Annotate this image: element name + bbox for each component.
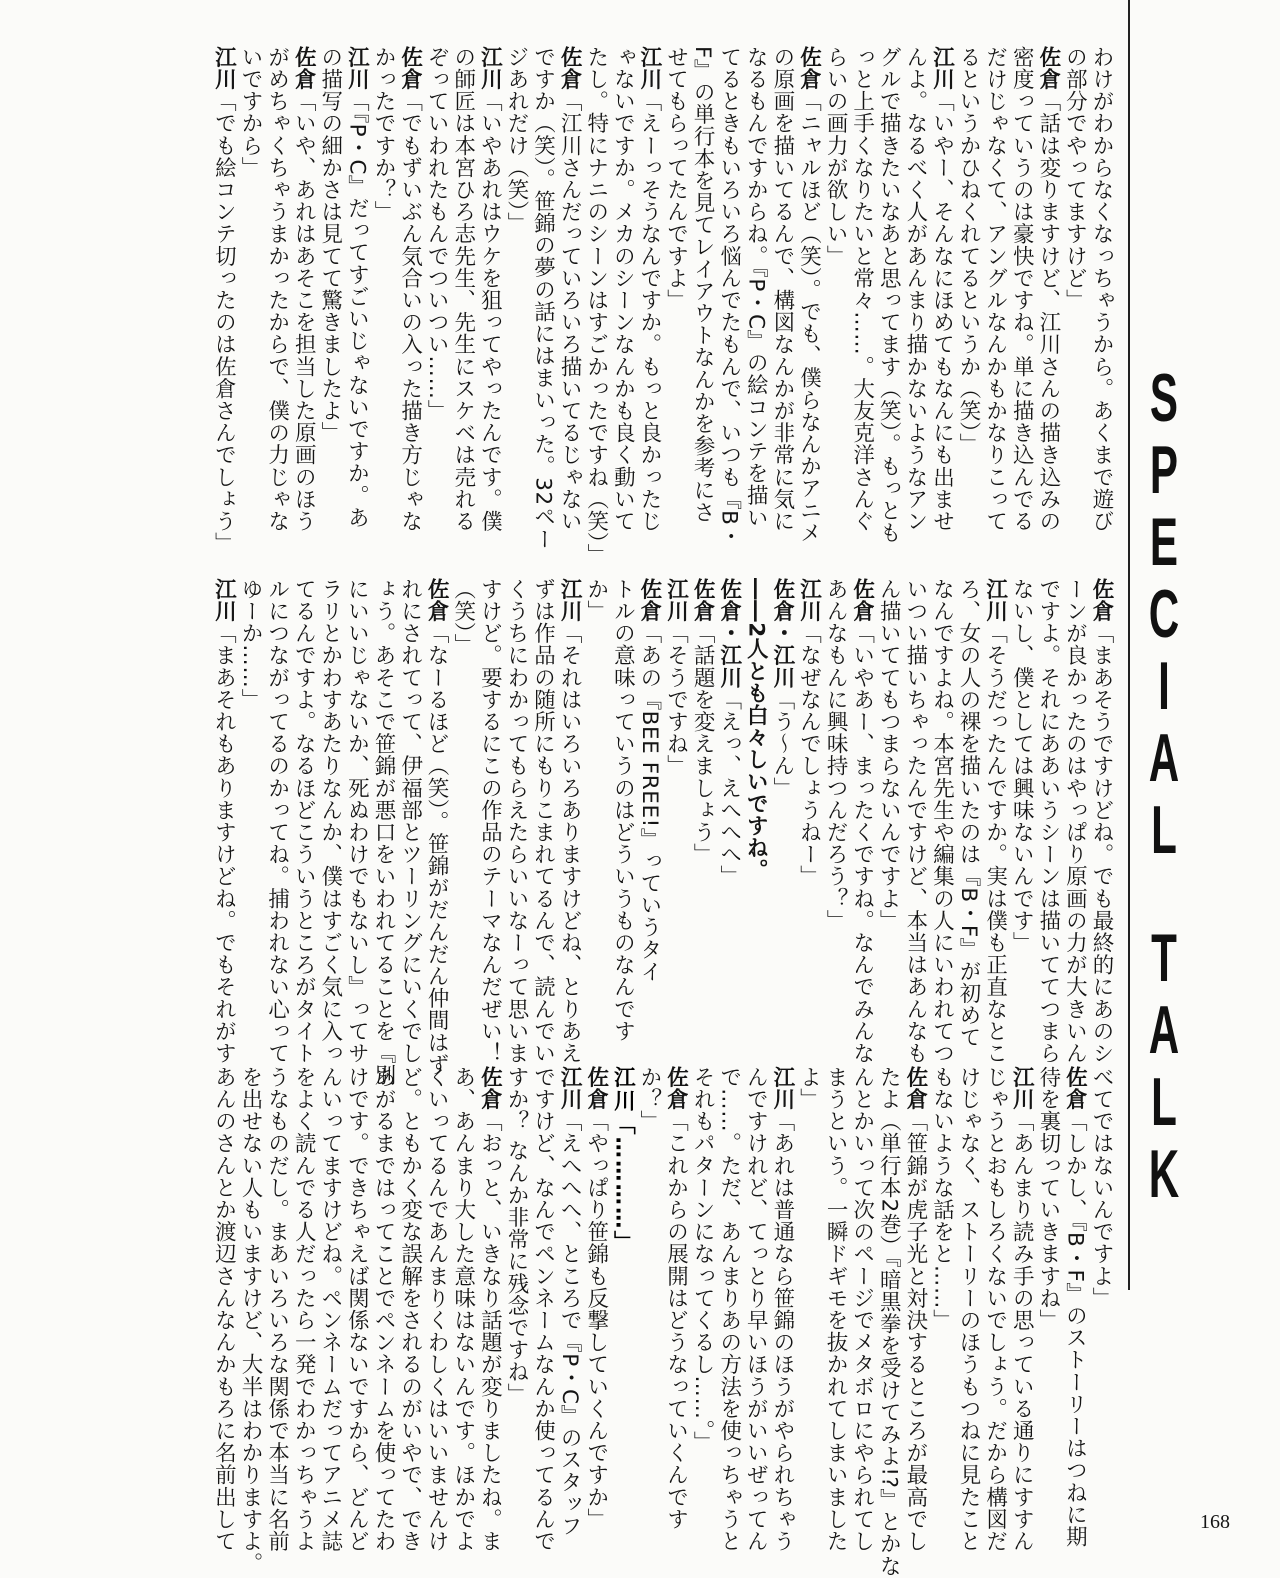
text-column: たし。特にナニのシーンはすごかったですね（笑）」 [583, 46, 609, 566]
page-number: 168 [1200, 1511, 1230, 1533]
text-column: もないような話をと……」 [929, 1066, 955, 1332]
text-column: 佐倉「笹錦が虎子光と対決するところが最高でし [902, 1066, 928, 1553]
text-column: かったですか？」 [370, 46, 396, 223]
text-column: 江川「まあそれもありますけどね。でもそれがす [211, 578, 237, 1065]
text-column: か」 [583, 578, 609, 623]
speaker-name: 佐倉 [397, 46, 423, 91]
text-column: （笑）」 [450, 578, 476, 656]
text-column: まうという。一瞬ドギモを抜かれてしまいました [823, 1066, 849, 1553]
text-column: 佐倉・江川「えっ、えへへへ」 [716, 578, 742, 888]
speaker-name: ――2人とも白々しいですね。 [743, 578, 769, 881]
text-column: だけじゃなくて、アングルなんかもかなりこって [982, 46, 1008, 533]
vertical-divider [1128, 0, 1130, 1290]
text-column: 江川「なぜなんでしょうねー」 [796, 578, 822, 888]
text-column: 佐倉「話題を変えましょう」 [690, 578, 716, 866]
text-column [742, 578, 769, 1058]
text-column: ろ、女の人の裸を描いたのは『B・F』が初めて [956, 578, 982, 1049]
speaker-name: 佐倉 [636, 578, 662, 623]
text-column: F』の単行本を見てレイアウトなんかを参考にさ [690, 46, 716, 524]
text-column: 佐倉「でもずいぶん気合いの入った描き方じゃな [397, 46, 423, 533]
text-column: んですけれど、てっとり早いほうがいいぜってん [743, 1066, 769, 1553]
text-column: けです。できちゃえば関係ないですから、どんど [344, 1066, 370, 1553]
text-block-middle [14, 578, 1114, 1087]
text-column: ずは作品の随所にもりこまれてるんで、読んでい [530, 578, 556, 1065]
text-column: トルの意味っていうのはどういうものなんです [610, 578, 636, 1043]
text-column: べてではないんですよ」 [1089, 1066, 1114, 1310]
text-column: いですから」 [238, 46, 263, 179]
text-column: ょう。あそこで笹錦が悪口をいわれてることを『別 [370, 578, 396, 1087]
speaker-name: 佐倉 [1035, 46, 1061, 91]
speaker-name: 佐倉 [557, 46, 583, 91]
text-column: グルで描きたいなあと思ってます（笑）。もっとも [876, 46, 902, 544]
text-column: けじゃなく、ストーリーのほうもつねに見たこと [956, 1066, 982, 1553]
speaker-name: 佐倉・江川 [769, 578, 795, 689]
text-column: すけど。要するにこの作品のテーマなんだぜい！ [477, 578, 503, 1065]
speaker-name: 江川 [769, 1066, 795, 1111]
speaker-name: 江川 [477, 46, 503, 91]
text-column: あ、あんまり大した意味はないんです。ほかでよ [450, 1066, 476, 1553]
speaker-name: 江川 [211, 46, 237, 91]
speaker-name: 佐倉 [477, 1066, 503, 1111]
text-column: ぞっていわれたもんでついつい……」 [424, 46, 450, 422]
text-column: をよく読んでる人だったら一発でわかっちゃうよ [291, 1066, 317, 1553]
text-column: の描写の細かさは見てて驚きましたよ」 [317, 46, 343, 444]
text-column: 江川「それはいろいろありますけどね、とりあえ [557, 578, 583, 1065]
text-column: がめちゃくちゃうまかったからで、僕の力じゃな [264, 46, 290, 533]
speaker-name: 佐倉 [291, 46, 317, 91]
text-block-bottom [14, 1066, 1114, 1577]
text-column: 江川「あんまり読み手の思っている通りにすすん [1009, 1066, 1035, 1553]
text-column: たよ（単行本2巻）『暗黒拳を受けてみよ!?』とかな [876, 1066, 902, 1577]
text-column: ゆーか……」 [238, 578, 263, 711]
text-column: ですか（笑）。笹錦の夢の話にはまいった。32ペー [530, 46, 556, 551]
speaker-name: 江川 [557, 1066, 583, 1111]
text-column: うなものだし。まあいろいろな関係で本当に名前 [264, 1066, 290, 1553]
text-column: 佐倉「おっと、いきなり話題が変りましたね。ま [477, 1066, 503, 1553]
text-column: いつい描いちゃったんですけど、本当はあんなも [902, 578, 928, 1065]
speaker-name: 佐倉 [849, 578, 875, 623]
text-column: てるときもいろいろ悩んでたもんで、いつも『B・ [716, 46, 742, 548]
text-column: 佐倉「ニャルほど（笑）。でも、僕らなんかアニメ [796, 46, 822, 544]
text-column: くいってるんであんまりくわしくはいいませんけ [424, 1066, 450, 1553]
speaker-name: 佐倉・江川 [716, 578, 742, 689]
text-column: っと上手くなりたいと常々……。大友克洋さんぐ [849, 46, 875, 533]
text-column: 佐倉「いや、あれはあそこを担当した原画のほう [291, 46, 317, 533]
text-column: を出せない人もいますけど、大半はわかりますよ。 [238, 1066, 263, 1575]
speaker-name: 江川 [557, 578, 583, 623]
text-column: ーンが良かったのはやっぱり原画の力が大きいん [1062, 578, 1088, 1065]
text-column: あんのさんとか渡辺さんなんかもろに名前出して [211, 1066, 237, 1553]
text-column: ジあれだけ（笑）」 [503, 46, 529, 235]
text-column: 佐倉「いやあー、まったくですね。なんでみんな [849, 578, 875, 1065]
text-column: か？」 [636, 1066, 662, 1133]
text-column: 佐倉「これからの展開はどうなっていくんです [663, 1066, 689, 1531]
speaker-name: 江川 [211, 578, 237, 623]
speaker-name: 佐倉 [796, 46, 822, 91]
text-column: じゃうとおもしろくないでしょう。だから構図だ [982, 1066, 1008, 1553]
speaker-name: 佐倉 [663, 1066, 689, 1111]
text-column: ど。ともかく変な誤解をされるのがいやで、でき [397, 1066, 423, 1553]
text-column: 江川「あれは普通なら笹錦のほうがやられちゃう [769, 1066, 795, 1553]
text-column: よ」 [796, 1066, 822, 1111]
text-column: で……。ただ、あんまりあの方法を使っちゃうと [716, 1066, 742, 1553]
text-column: 佐倉「やっぱり笹錦も反撃していくんですか」 [583, 1066, 609, 1531]
text-column: 待を裏切っていきますね」 [1035, 1066, 1061, 1332]
text-column: 江川「えへへへ、ところで『P・C』のスタッフ [557, 1066, 583, 1538]
speaker-name: 佐倉 [690, 578, 716, 623]
text-column: 江川「そうですね」 [663, 578, 689, 777]
speaker-name: 江川 [663, 578, 689, 623]
text-column: ゃないですか。メカのシーンなんかも良く動いて [610, 46, 636, 533]
text-column: それもパターンになってくるし……。」 [690, 1066, 716, 1454]
speaker-name: 江川 [982, 578, 1008, 623]
speaker-name: 佐倉 [583, 1066, 609, 1111]
speaker-name: 江川 [929, 46, 955, 91]
text-column: ん描いててもつまらないんですよ」 [876, 578, 902, 932]
text-column: てるんですよ。なるほどこういうところがタイト [291, 578, 317, 1065]
speaker-name: 江川 [796, 578, 822, 623]
text-column: 江川「いやー、そんなにほめてもなんにも出ませ [929, 46, 955, 533]
text-column: すか？ なんか非常に残念ですね」 [503, 1066, 529, 1405]
text-column: れにされてって、伊福部とツーリングにいくでし [397, 578, 423, 1065]
text-column: 密度っていうのは豪快ですね。単に描き込んでる [1009, 46, 1035, 533]
text-column: らいの画力が欲しい」 [823, 46, 849, 267]
text-column: 佐倉「なーるほど（笑）。笹錦がだんだん仲間はず [424, 578, 450, 1076]
text-column: 佐倉「しかし、『B・F』のストーリーはつねに期 [1062, 1066, 1088, 1548]
text-column: 佐倉「まあそうですけどね。でも最終的にあのシ [1089, 578, 1114, 1065]
text-column: ですけど、なんでペンネームなんか使ってるんで [530, 1066, 556, 1553]
text-column: にいいじゃないか、死ぬわけでもないし』ってサ [344, 578, 370, 1065]
text-column: んよ。なるべく人があんまり描かないようなアン [902, 46, 928, 533]
text-column: 佐倉・江川「う～ん」 [769, 578, 795, 799]
text-block-top [14, 46, 1114, 566]
text-column: 佐倉「あの『BEE FREE!』っていうタイ [636, 578, 662, 983]
speaker-name: 江川 [636, 46, 662, 91]
text-column: ですよ。それにああいうシーンは描いててつまら [1035, 578, 1061, 1065]
text-column: の原画を描いてるんで、構図なんかが非常に気に [769, 46, 795, 533]
text-column: あんなもんに興味持つんだろう？」 [823, 578, 849, 932]
text-column: 江川「そうだったんですか。実は僕も正直なとこ [982, 578, 1008, 1065]
text-column: ルにつながってるのかってね。捕われない心って [264, 578, 290, 1065]
section-title: S P E C I A L T A L K [1148, 360, 1180, 1212]
text-column: なるもんですからね。『P・C』の絵コンテを描い [743, 46, 769, 529]
text-column: ラリとかわすあたりなんか、僕はすごく気に入っ [317, 578, 343, 1065]
text-column: んいってますけどね。ペンネームだってアニメ誌 [317, 1066, 343, 1553]
text-column: 江川「いやあれはウケを狙ってやったんです。僕 [477, 46, 503, 533]
text-column: の師匠は本宮ひろ志先生、先生にスケベは売れる [450, 46, 476, 533]
text-column: くうちにわかってもらえたらいいなーって思いま [503, 578, 529, 1065]
text-column: 江川「えーっそうなんですか。もっと良かったじ [636, 46, 662, 533]
text-column: 江川「でも絵コンテ切ったのは佐倉さんでしょう」 [211, 46, 237, 555]
speaker-name: 佐倉 [1089, 578, 1114, 623]
speaker-name: 佐倉 [424, 578, 450, 623]
speaker-name: 佐倉 [902, 1066, 928, 1111]
text-column: せてもらってたんですよ」 [663, 46, 689, 312]
text-column: あがるまではってことでペンネームを使ってたわ [370, 1066, 396, 1553]
text-column: 江川「『P・C』だってすごいじゃないですか。あ [344, 46, 370, 529]
text-column: るというかひねくれてるというか（笑）」 [956, 46, 982, 456]
speaker-name: 佐倉 [1062, 1066, 1088, 1111]
text-column: 江川「…………」 [610, 1066, 636, 1254]
text-column: ないし、僕としては興味ないんです」 [1009, 578, 1035, 954]
text-column: なんですよね。本宮先生や編集の人にいわれてつ [929, 578, 955, 1065]
text-column: の部分でやってますけど」 [1062, 46, 1088, 312]
text-column: わけがわからなくなっちゃうから。あくまで遊び [1089, 46, 1114, 533]
text-column: 佐倉「話は変りますけど、江川さんの描き込みの [1035, 46, 1061, 533]
speaker-name: 江川 [344, 46, 370, 91]
text-column: んとかいって次のページでメタボロにやられてし [849, 1066, 875, 1553]
speaker-name: 江川 [1009, 1066, 1035, 1111]
text-column: 佐倉「江川さんだっていろいろ描いてるじゃない [557, 46, 583, 533]
